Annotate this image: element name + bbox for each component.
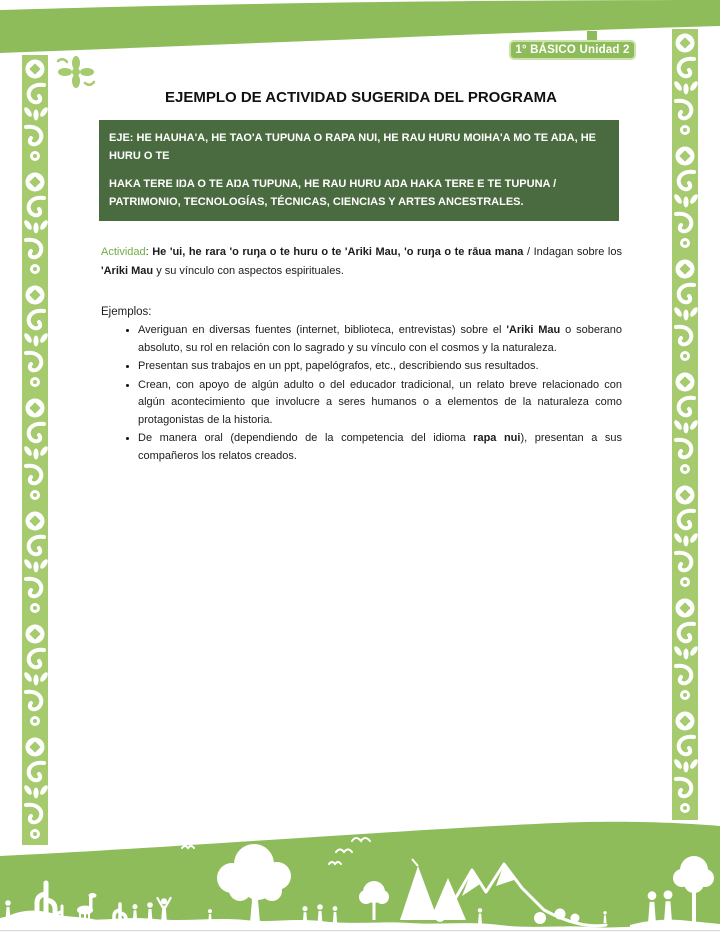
examples-heading: Ejemplos: [101,306,152,318]
bullet-3-text: Crean, con apoyo de algún adulto o del educador tradicional, un relato breve relacionado con algún acontecimiento que involucre a seres humanos o a elementos de la naturaleza como protagonistas de la historia. [138,378,622,426]
corner-leaf-ornament [56,55,96,89]
example-bullet-1 [138,322,622,357]
right-tribal-border [672,29,698,820]
activity-rapanui-text: He 'ui, he rara 'o ruŋa o te huru o te 'Ariki Mau, 'o ruŋa o te rāua mana [152,246,524,258]
example-bullet-3 [138,377,622,430]
activity-separator: : [145,246,153,258]
example-bullet-2 [138,358,622,376]
bullet-2-text: Presentan sus trabajos en un ppt, papelógrafos, etc., describiendo sus resultados. [138,360,539,372]
eje-heading-box [99,120,619,221]
activity-mid-text: / Indagan sobre los [523,246,622,258]
eje-paragraph-rapanui-1: EJE: HE HAUHA'A, HE TAO'A TUPUNA O RAPA NUI, HE RAU HURU MOIHA'A MO TE AŊA, HE HURU O TE [109,132,596,162]
eje-paragraph-rapanui-2: HAKA TERE IŊA O TE AŊA TUPUNA, HE RAU HURU AŊA HAKA TERE E TE TUPUNA / PATRIMONIO, TECNOLOGÍAS, TÉCNICAS, CIENCIAS Y ARTES ANCESTRALES. [109,178,557,208]
left-tribal-border [22,55,48,845]
example-bullet-4 [138,430,622,465]
bullet-4-text: De manera oral (dependiendo de la competencia del idioma [138,432,474,444]
activity-tail-text: y su vínculo con aspectos espirituales. [153,265,344,277]
unit-badge: 1° BÁSICO Unidad 2 [509,40,636,60]
activity-paragraph [101,243,622,281]
bullet-1-term: 'Ariki Mau [506,324,561,336]
footer-landscape-illustration [0,820,720,932]
bullet-4-text-end: ), presentan a sus compañeros los relatos creados. [138,432,622,462]
page-title: EJEMPLO DE ACTIVIDAD SUGERIDA DEL PROGRAMA [165,89,557,106]
bullet-1-text: Averiguan en diversas fuentes (internet, biblioteca, entrevistas) sobre el [138,324,507,336]
bullet-1-text-end: o soberano absoluto, su rol en relación con lo sagrado y su vínculo con el cosmos y la naturaleza. [138,324,622,354]
examples-list [101,322,622,466]
bullet-4-term: rapa nui [473,432,521,444]
activity-label: Actividad [101,246,146,258]
activity-term: 'Ariki Mau [101,265,154,277]
